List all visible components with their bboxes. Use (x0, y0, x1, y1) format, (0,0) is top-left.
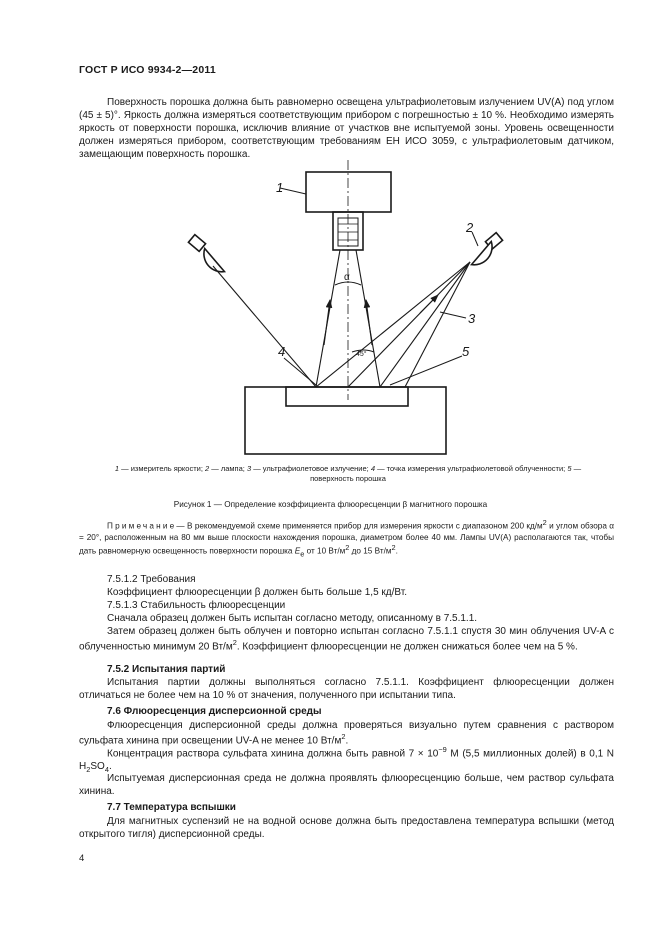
figure-legend: 1 — измеритель яркости; 2 — лампа; 3 — ультрафиолетовое излучение; 4 — точка измерения ультрафиолетовой облученности; 5 — поверхность порошка (114, 464, 582, 483)
section-76-p2: Концентрация раствора сульфата хинина должна быть равной $7 \times 10^{-9}$ М (5,5 миллионных долей) в 0,1 N $H_2SO_4$. (79, 745, 614, 775)
label-45: 45° (356, 351, 367, 358)
leader-5 (390, 356, 462, 385)
label-2: 2 (466, 220, 474, 235)
section-77-text: Для магнитных суспензий не на водной основе должна быть предоставлена температура вспышки (метод открытого тигля) дисперсионной среды. (79, 816, 614, 840)
label-4: 4 (278, 344, 286, 359)
uv-ray-right-3 (405, 262, 470, 387)
note-paragraph: Примечание— В рекомендуемой схеме применяется прибор для измерения яркости с диапазоном 200 $кд/м^2$ и углом обзора α = 20°, расположенным на 80 мм выше плоскости нахождения порошка, диаметром более 40 мм. Лампы UV(A) располагаются так, чтобы дать равномерную освещенность поверхности порошка $E_e$ от 10 $Вт/м^2$ до 15 $Вт/м^2$. (79, 518, 614, 559)
base-block (245, 387, 446, 454)
figure-1-diagram (0, 0, 661, 460)
section-7513-p2: Затем образец должен быть облучен и повторно испытан согласно 7.5.1.1 спустя 30 мин облучения UV-A с облученностью минимум 20 $Вт/м^2$. Коэффициент флюоресценции не должен снижаться более чем на 5 %. (79, 626, 614, 653)
section-7512-text: Коэффициент флюоресценции β должен быть больше 1,5 кд/Вт. (107, 587, 407, 598)
label-3: 3 (468, 311, 476, 326)
section-752-text: Испытания партии должны выполняться согласно 7.5.1.1. Коэффициент флюоресценции должен отличаться не более чем на 10 % от значения, полученного при испытании типа. (79, 677, 614, 701)
label-1: 1 (276, 180, 284, 195)
view-arrow-left (324, 300, 330, 345)
leader-4 (284, 358, 316, 385)
label-5: 5 (462, 344, 470, 359)
page-number: 4 (79, 853, 85, 864)
view-arrow-right (366, 300, 372, 345)
section-76-p1: Флюоресценция дисперсионной среды должна проверяться визуально путем сравнения с раствором сульфата хинина при освещении UV-A не менее 10 $Вт/м^2$. (79, 720, 614, 747)
intro-paragraph: Поверхность порошка должна быть равномерно освещена ультрафиолетовым излучением UV(A) под углом (45 ± 5)°. Яркость должна измеряться соответствующим прибором с погрешностью ± 10 %. Необходимо измерять яркость от поверхности порошка, исключив влияние от участков вне испытуемой зоны. Уровень освещенности должен измеряться прибором, соответствующим требованиям ЕН ИСО 3059, с ультрафиолетовым датчиком, замещающим поверхность порошка. (79, 97, 614, 160)
right-lamp (468, 233, 502, 270)
brightness-meter-body (306, 172, 391, 212)
section-7512-title: 7.5.1.2 Требования (107, 574, 196, 585)
section-7513-title: 7.5.1.3 Стабильность флюоресценции (107, 600, 286, 611)
uv-ray-right-1 (348, 262, 470, 387)
label-alpha: α (344, 272, 350, 283)
section-752-title: 7.5.2 Испытания партий (107, 664, 226, 675)
figure-caption: Рисунок 1 — Определение коэффициента флюоресценции β магнитного порошка (173, 500, 488, 509)
page-header: ГОСТ Р ИСО 9934-2—2011 (79, 64, 216, 76)
section-77-title: 7.7 Температура вспышки (107, 802, 236, 813)
leader-3 (440, 312, 466, 318)
section-76-p3: Испытуемая дисперсионная среда не должна проявлять флюоресценцию больше, чем раствор сульфата хинина. (79, 773, 614, 797)
powder-surface (286, 387, 408, 406)
section-7513-p1: Сначала образец должен быть испытан согласно методу, описанному в 7.5.1.1. (107, 613, 478, 624)
uv-ray-left-1 (213, 266, 316, 387)
section-76-title: 7.6 Флюоресценция дисперсионной среды (107, 706, 322, 717)
leader-1 (280, 188, 306, 194)
left-lamp (188, 235, 227, 277)
